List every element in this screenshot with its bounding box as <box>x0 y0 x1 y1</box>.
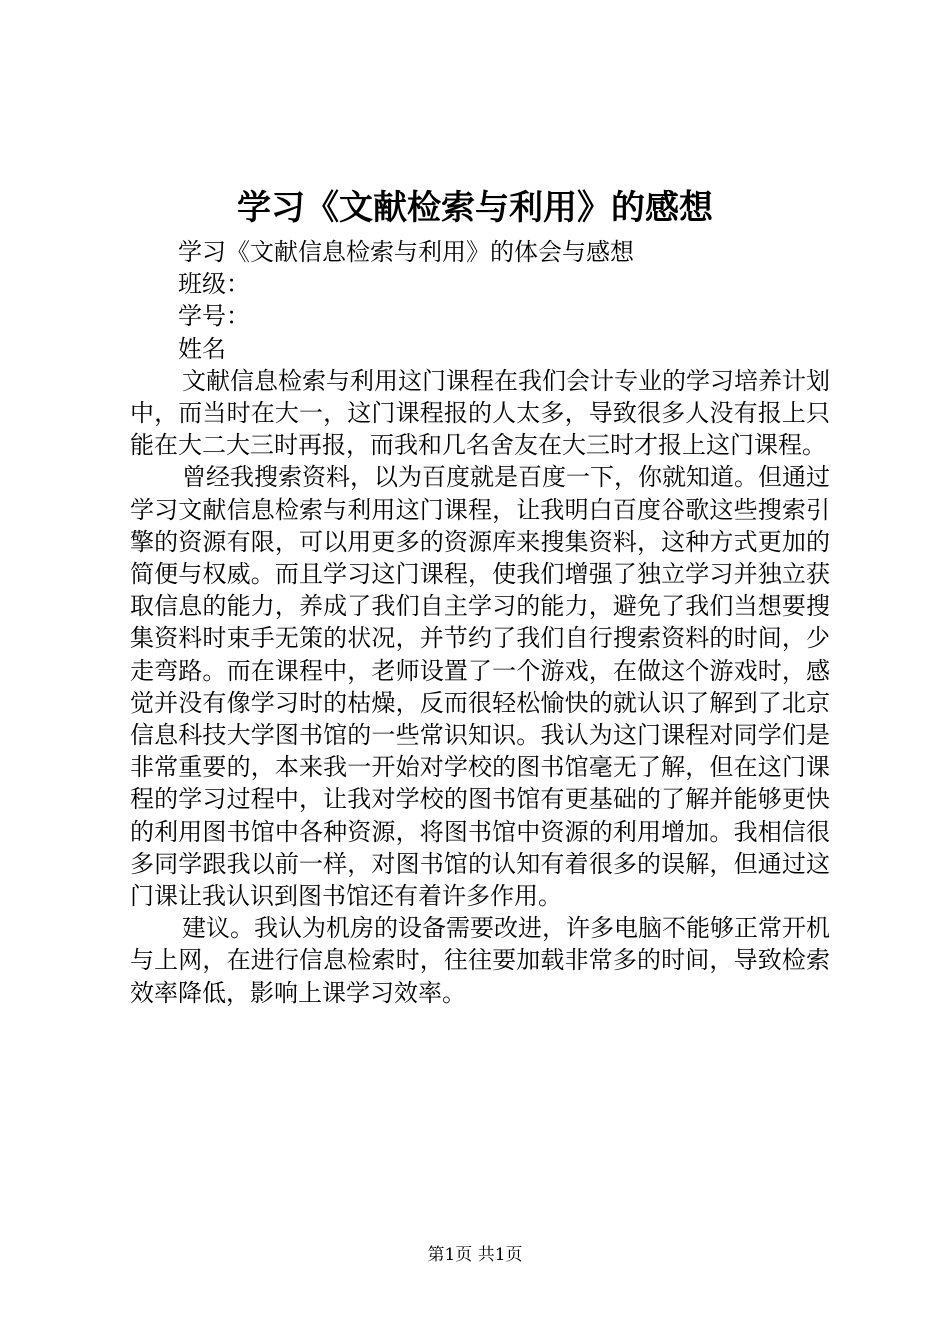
document-subtitle: 学习《文献信息检索与利用》的体会与感想 <box>178 238 634 266</box>
paragraph-suggestion: 建议。我认为机房的设备需要改进，许多电脑不能够正常开机与上网，在进行信息检索时，往往要加载非常多的时间，导致检索效率降低，影响上课学习效率。 <box>130 914 830 1007</box>
name-label: 姓名 <box>178 334 226 363</box>
page-title: 学习《文献检索与利用》的感想 <box>237 188 713 228</box>
class-label: 班级： <box>178 270 250 299</box>
paragraph-learning-experience: 曾经我搜索资料，以为百度就是百度一下，你就知道。但通过学习文献信息检索与利用这门课程，让我明白百度谷歌这些搜索引擎的资源有限，可以用更多的资源库来搜集资料，这种方式更加的简便与权威。而且学习这门课程，使我们增强了独立学习并独立获取信息的能力，养成了我们自主学习的能力，避免了我们当想要搜集资料时束手无策的状况，并节约了我们自行搜索资料的时间，少走弯路。而在课程中，老师设置了一个游戏，在做这个游戏时，感觉并没有像学习时的枯燥，反而很轻松愉快的就认识了解到了北京信息科技大学图书馆的一些常识知识。我认为这门课程对同学们是非常重要的，本来我一开始对学校的图书馆毫无了解，但在这门课程的学习过程中，让我对学校的图书馆有更基础的了解并能够更快的利用图书馆中各种资源，将图书馆中资源的利用增加。我相信很多同学跟我以前一样，对图书馆的认知有着很多的误解，但通过这门课让我认识到图书馆还有着许多作用。 <box>130 463 830 911</box>
page-footer: 第1页 共1页 <box>427 1245 523 1265</box>
student-id-label: 学号： <box>178 302 250 331</box>
paragraph-course-intro: 文献信息检索与利用这门课程在我们会计专业的学习培养计划中，而当时在大一，这门课程报的人太多，导致很多人没有报上只能在大二大三时再报，而我和几名舍友在大三时才报上这门课程。 <box>130 366 830 460</box>
document-body <box>130 236 830 1009</box>
